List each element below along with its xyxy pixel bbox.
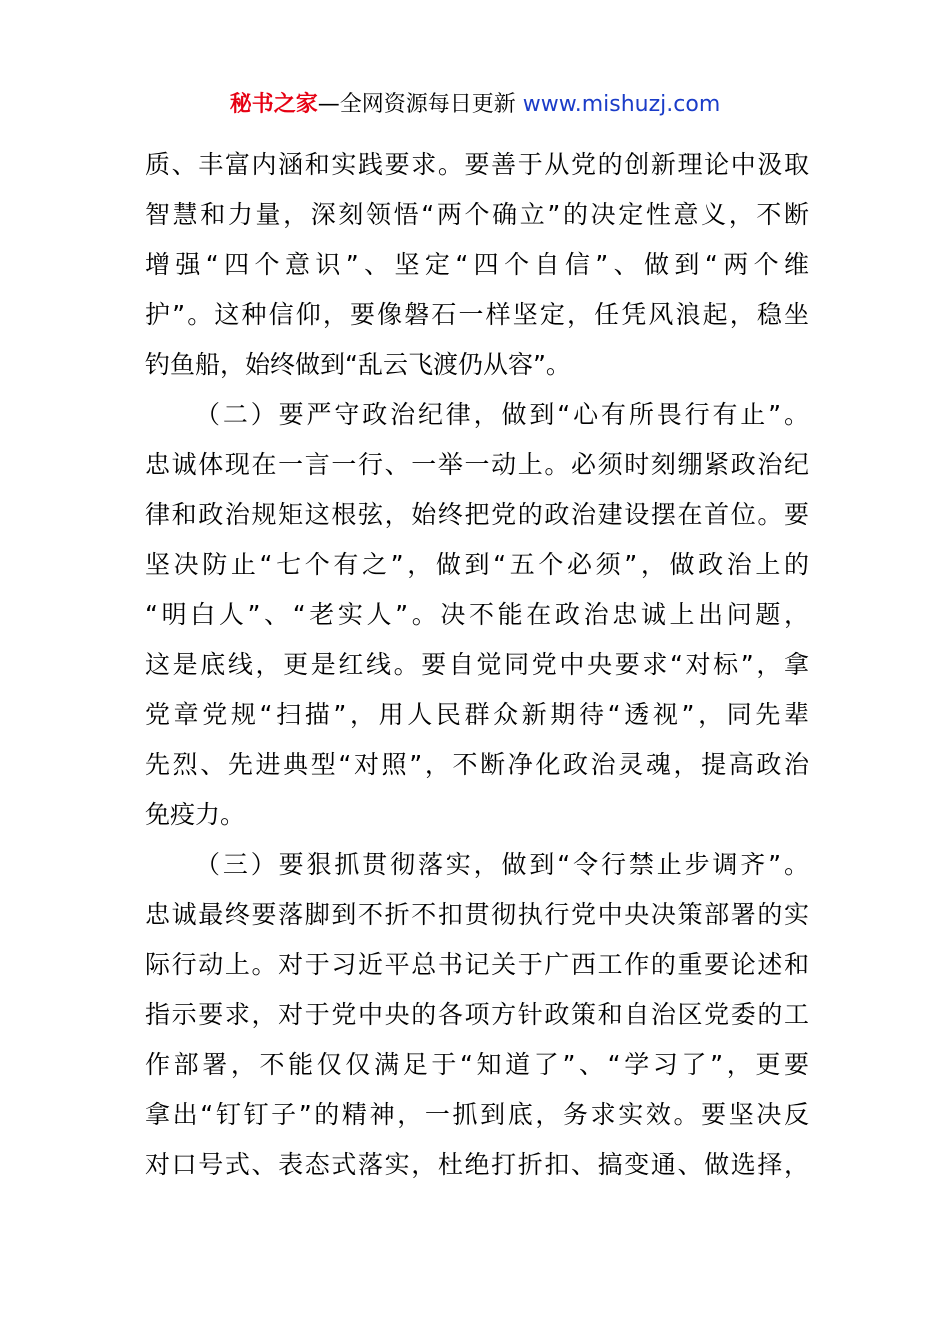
section-heading-3: （三）要狠抓贯彻落实，做到“令行禁止步调齐”。 — [195, 850, 809, 879]
text-line: 先烈、先进典型“对照”，不断净化政治灵魂，提高政治 — [145, 750, 809, 779]
text-line: 护”。这种信仰，要像磐石一样坚定，任凭风浪起，稳坐 — [145, 300, 809, 329]
text-line: 坚决防止“七个有之”，做到“五个必须”，做政治上的 — [145, 550, 809, 579]
text-line: 这是底线，更是红线。要自觉同党中央要求“对标”，拿 — [145, 650, 809, 679]
text-line: 律和政治规矩这根弦，始终把党的政治建设摆在首位。要 — [145, 500, 809, 529]
text-line: 增强“四个意识”、坚定“四个自信”、做到“两个维 — [145, 250, 809, 279]
text-line: 对口号式、表态式落实，杜绝打折扣、搞变通、做选择， — [145, 1150, 809, 1179]
text-line: 忠诚体现在一言一行、一举一动上。必须时刻绷紧政治纪 — [145, 450, 809, 479]
text-line: 指示要求，对于党中央的各项方针政策和自治区党委的工 — [145, 1000, 809, 1029]
site-tagline: —全网资源每日更新 — [317, 92, 516, 117]
text-line: 作部署，不能仅仅满足于“知道了”、“学习了”，更要 — [145, 1050, 809, 1079]
document-body — [145, 140, 809, 1190]
text-line: 拿出“钉钉子”的精神，一抓到底，务求实效。要坚决反 — [145, 1100, 809, 1129]
section-heading-2: （二）要严守政治纪律，做到“心有所畏行有止”。 — [195, 400, 809, 429]
text-line: 忠诚最终要落脚到不折不扣贯彻执行党中央决策部署的实 — [145, 900, 809, 929]
site-brand: 秘书之家 — [229, 92, 318, 117]
site-url[interactable]: www.mishuzj.com — [522, 92, 721, 117]
text-line: 党章党规“扫描”，用人民群众新期待“透视”，同先辈 — [145, 700, 809, 729]
text-line: 免疫力。 — [145, 800, 246, 829]
text-line: 智慧和力量，深刻领悟“两个确立”的决定性意义，不断 — [145, 200, 809, 229]
text-line: 钓鱼船，始终做到“乱云飞渡仍从容”。 — [145, 350, 571, 379]
site-header — [0, 88, 950, 122]
text-line: 质、丰富内涵和实践要求。要善于从党的创新理论中汲取 — [145, 150, 809, 179]
text-line: “明白人”、“老实人”。决不能在政治忠诚上出问题， — [145, 600, 809, 629]
text-line: 际行动上。对于习近平总书记关于广西工作的重要论述和 — [145, 950, 809, 979]
